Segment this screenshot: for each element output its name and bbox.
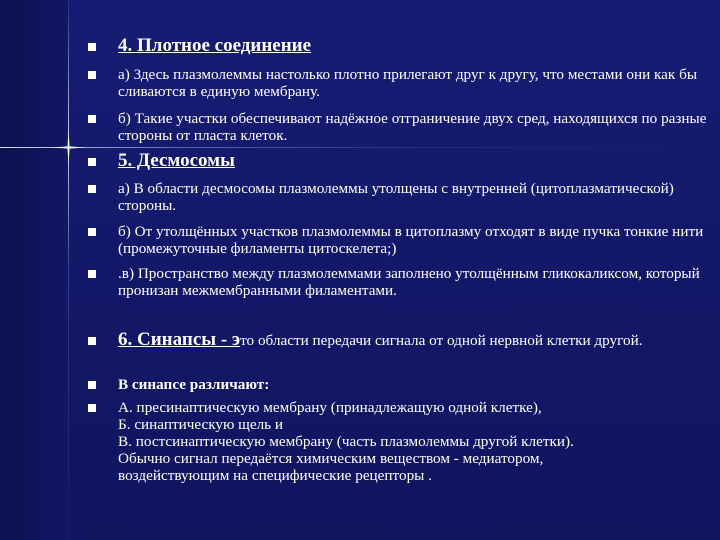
square-bullet-icon: [88, 270, 96, 278]
item-text: то области передачи сигнала от одной нервной клетки другой.: [240, 332, 643, 349]
square-bullet-icon: [88, 71, 96, 79]
text-line: Б. синаптическую щель и: [118, 416, 284, 433]
square-bullet-icon: [88, 228, 96, 236]
square-bullet-icon: [88, 404, 96, 412]
section-heading: 5. Десмосомы: [118, 150, 235, 171]
section-heading: 6. Синапсы - э: [118, 329, 241, 350]
square-bullet-icon: [88, 381, 96, 389]
item-text: б) От утолщённых участков плазмолеммы в цитоплазму отходят в виде пучка тонкие нити (промежуточные филаменты цитоскелета;): [118, 223, 704, 257]
item-text: а) В области десмосомы плазмолеммы утолщены с внутренней (цитоплазматической) стороны.: [118, 180, 674, 214]
text-line: воздействующим на специфические рецепторы .: [118, 467, 432, 484]
item-text: .в) Пространство между плазмолеммами заполнено утолщённым гликокаликсом, который пронизан межмембранными филаментами.: [118, 265, 700, 299]
square-bullet-icon: [88, 185, 96, 193]
section-text: [118, 329, 716, 350]
item-text: а) Здесь плазмолеммы настолько плотно прилегают друг к другу, что местами они как бы сливаются в единую мембрану.: [118, 66, 698, 100]
square-bullet-icon: [88, 337, 96, 345]
square-bullet-icon: [88, 43, 96, 51]
square-bullet-icon: [88, 115, 96, 123]
square-bullet-icon: [88, 158, 96, 166]
text-line: Обычно сигнал передаётся химическим веществом - медиатором,: [118, 450, 544, 467]
section-heading: 4. Плотное соединение: [118, 35, 312, 56]
item-text: б) Такие участки обеспечивают надёжное отграничение двух сред, находящихся по разные стороны от пласта клеток.: [118, 110, 707, 144]
text-line: В. постсинаптическую мембрану (часть плазмолеммы другой клетки).: [118, 433, 574, 450]
item-text: В синапсе различают:: [118, 376, 270, 393]
text-line: А. пресинаптическую мембрану (принадлежащую одной клетке),: [118, 399, 542, 416]
item-text: [118, 399, 716, 484]
